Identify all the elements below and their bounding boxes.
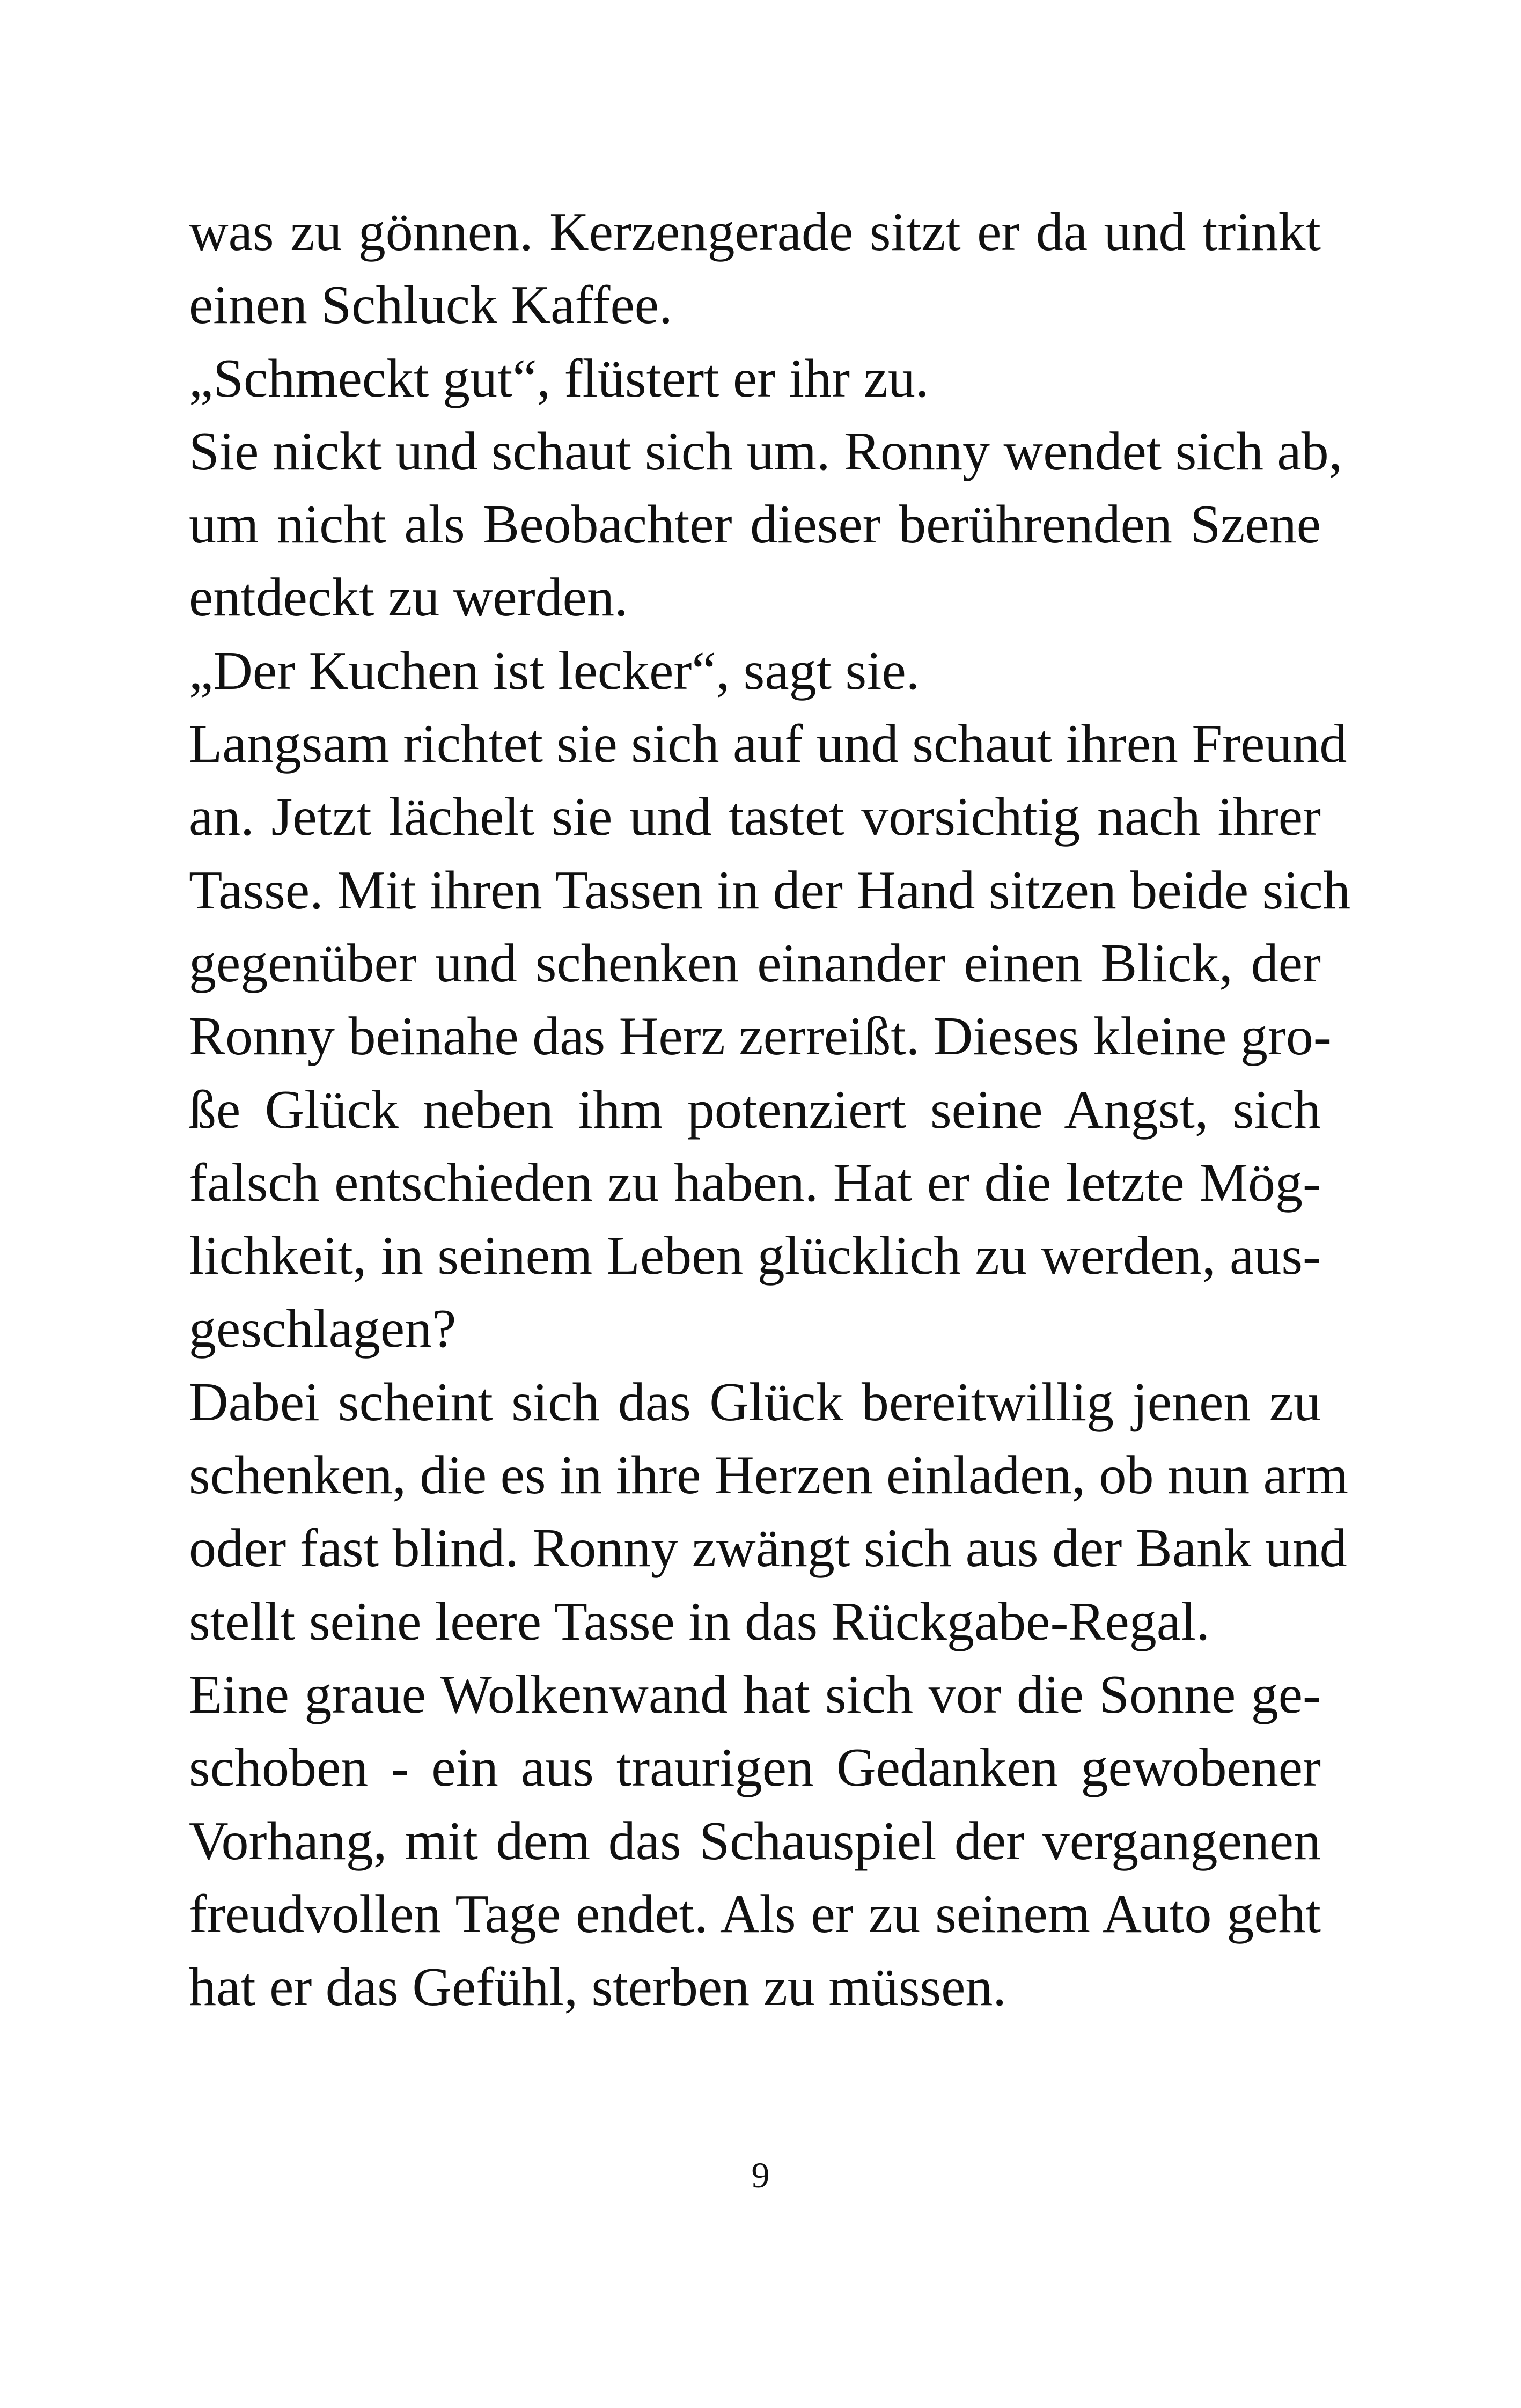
text-line: falsch entschieden zu haben. Hat er die letzte Mög- xyxy=(189,1152,1321,1213)
text-line: Vorhang, mit dem das Schauspiel der vergangenen xyxy=(189,1810,1321,1871)
text-line: freudvollen Tage endet. Als er zu seinem Auto geht xyxy=(189,1883,1321,1944)
text-line: Dabei scheint sich das Glück bereitwillig jenen zu xyxy=(189,1371,1321,1433)
text-line: was zu gönnen. Kerzengerade sitzt er da und trinkt xyxy=(189,202,1321,262)
text-line: hat er das Gefühl, sterben zu müssen. xyxy=(189,1957,1006,2018)
text-line: schenken, die es in ihre Herzen einladen, ob nun arm xyxy=(189,1445,1349,1506)
text-line: Eine graue Wolkenwand hat sich vor die Sonne ge- xyxy=(189,1664,1321,1725)
text-line: lichkeit, in seinem Leben glücklich zu werden, aus- xyxy=(189,1225,1321,1287)
body-text xyxy=(189,196,1350,2024)
text-line: stellt seine leere Tasse in das Rückgabe-Regal. xyxy=(189,1591,1210,1652)
text-line: gegenüber und schenken einander einen Blick, der xyxy=(189,933,1321,994)
text-line: um nicht als Beobachter dieser berührenden Szene xyxy=(189,494,1321,555)
text-line: Ronny beinahe das Herz zerreißt. Dieses kleine gro- xyxy=(189,1006,1332,1067)
text-line: schoben - ein aus traurigen Gedanken gewobener xyxy=(189,1737,1321,1798)
text-line: einen Schluck Kaffee. xyxy=(189,275,673,336)
text-line: oder fast blind. Ronny zwängt sich aus der Bank und xyxy=(189,1518,1347,1579)
text-line: Sie nickt und schaut sich um. Ronny wendet sich ab, xyxy=(189,421,1343,482)
page-number: 9 xyxy=(751,2155,770,2196)
text-line: „Schmeckt gut“, flüstert er ihr zu. xyxy=(189,348,929,409)
text-line: an. Jetzt lächelt sie und tastet vorsichtig nach ihrer xyxy=(189,787,1321,848)
text-line: Tasse. Mit ihren Tassen in der Hand sitzen beide sich xyxy=(189,860,1350,921)
text-line: Langsam richtet sie sich auf und schaut ihren Freund xyxy=(189,714,1347,775)
text-line: geschlagen? xyxy=(189,1298,457,1360)
text-line: entdeckt zu werden. xyxy=(189,567,628,628)
text-line: ße Glück neben ihm potenziert seine Angst, sich xyxy=(189,1079,1321,1140)
text-line: „Der Kuchen ist lecker“, sagt sie. xyxy=(189,640,920,701)
